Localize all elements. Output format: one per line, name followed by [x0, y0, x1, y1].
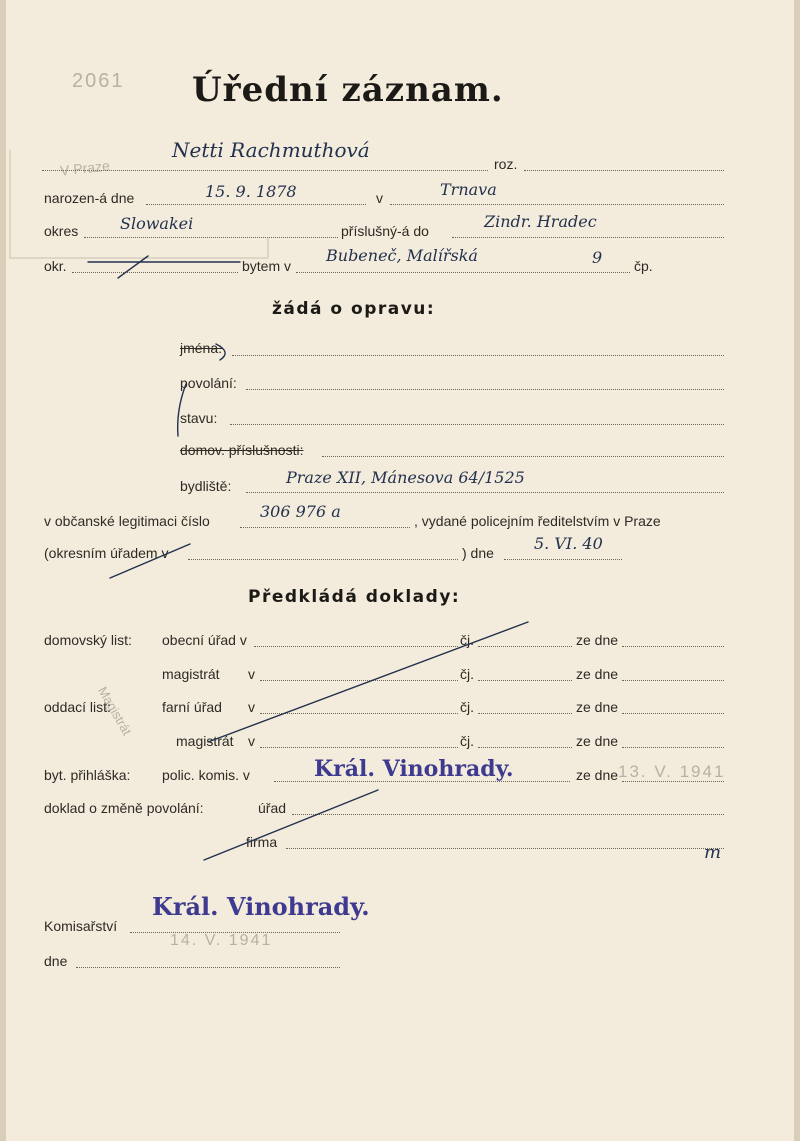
name-value: Netti Rachmuthová — [172, 138, 370, 162]
doklad-label: doklad o změně povolání: — [44, 800, 204, 816]
oddaci-label: oddací list: — [44, 699, 111, 715]
cj-label-1: čj. — [460, 632, 474, 648]
doklady-strike-1 — [208, 622, 528, 742]
faint-stamp-frame — [10, 150, 268, 258]
doklady-strike-2 — [204, 790, 378, 860]
okresni-strike — [110, 544, 190, 578]
bracket-top — [216, 344, 225, 360]
prislusny-value: Zindr. Hradec — [484, 212, 597, 231]
bydliste-label: bydliště: — [180, 478, 232, 494]
cj-label-4: čj. — [460, 733, 474, 749]
bydliste-value: Praze XII, Mánesova 64/1525 — [286, 468, 525, 487]
magistrat-label-1: magistrát — [162, 666, 220, 682]
okr-label: okr. — [44, 258, 67, 274]
bracket-stroke — [178, 384, 186, 436]
ze-dne-label-4: ze dne — [576, 733, 619, 749]
doklady-title: Předkládá doklady: — [248, 587, 461, 607]
prislusny-label: příslušný-á do — [341, 223, 429, 239]
initials: m — [704, 842, 722, 863]
stamp-date-1: 13. V. 1941 — [618, 762, 726, 781]
bytem-value: Bubeneč, Malířská — [326, 246, 478, 265]
page-title: Úřední záznam. — [192, 70, 504, 110]
born-value: 15. 9. 1878 — [205, 182, 297, 201]
obecni-label: obecní úřad v — [162, 632, 247, 648]
magistrat-v-1: v — [248, 666, 255, 682]
dne-value: 5. VI. 40 — [534, 534, 603, 553]
cj-label-2: čj. — [460, 666, 474, 682]
faint-stamp: V Praze — [59, 157, 111, 179]
komisarstvi-label: Komisařství — [44, 918, 118, 934]
povolani-label: povolání: — [180, 375, 237, 391]
magistrat-v-2: v — [248, 733, 255, 749]
okresni-label: (okresním úřadem v — [44, 545, 169, 561]
ze-dne-label-2: ze dne — [576, 666, 619, 682]
birthplace-v-label: v — [376, 190, 383, 206]
polic-stamp: Král. Vinohrady. — [314, 756, 514, 782]
bytem-cp-value: 9 — [592, 248, 603, 267]
born-label: narozen-á dne — [44, 190, 135, 206]
bytem-label: bytem v — [242, 258, 292, 274]
dne-label: dne — [44, 953, 68, 969]
faint-number: 2061 — [72, 70, 125, 92]
cp-label: čp. — [634, 258, 653, 274]
dne-paren-label: ) dne — [462, 545, 494, 561]
okres-label: okres — [44, 223, 79, 239]
ze-dne-label-3: ze dne — [576, 699, 619, 715]
vydane-label: , vydané policejním ředitelstvím v Praze — [414, 513, 661, 529]
magistrat-label-2: magistrát — [176, 733, 234, 749]
domov-label: domov. příslušnosti: — [180, 442, 304, 458]
oprava-title: žádá o opravu: — [272, 299, 436, 319]
stamp-date-2: 14. V. 1941 — [170, 932, 273, 949]
stavu-label: stavu: — [180, 410, 218, 426]
komisarstvi-stamp: Král. Vinohrady. — [152, 892, 370, 921]
cj-label-3: čj. — [460, 699, 474, 715]
birthplace-value: Trnava — [440, 180, 497, 199]
jmena-label: jména: — [180, 340, 223, 356]
domovsky-label: domovský list: — [44, 632, 132, 648]
roz-label: roz. — [494, 156, 518, 172]
polic-label: polic. komis. v — [162, 767, 250, 783]
farni-v: v — [248, 699, 255, 715]
faint-stamp-2: Magistrát — [95, 684, 135, 738]
legit-value: 306 976 a — [260, 502, 341, 521]
okres-value: Slowakei — [120, 214, 194, 233]
okr-slash — [118, 256, 148, 278]
firma-label: firma — [246, 834, 278, 850]
legit-label: v občanské legitimaci číslo — [44, 513, 210, 529]
ze-dne-label-1: ze dne — [576, 632, 619, 648]
ze-dne-label-5: ze dne — [576, 767, 619, 783]
urad-label: úřad — [258, 800, 287, 816]
farni-label: farní úřad — [162, 699, 222, 715]
byt-label: byt. přihláška: — [44, 767, 131, 783]
